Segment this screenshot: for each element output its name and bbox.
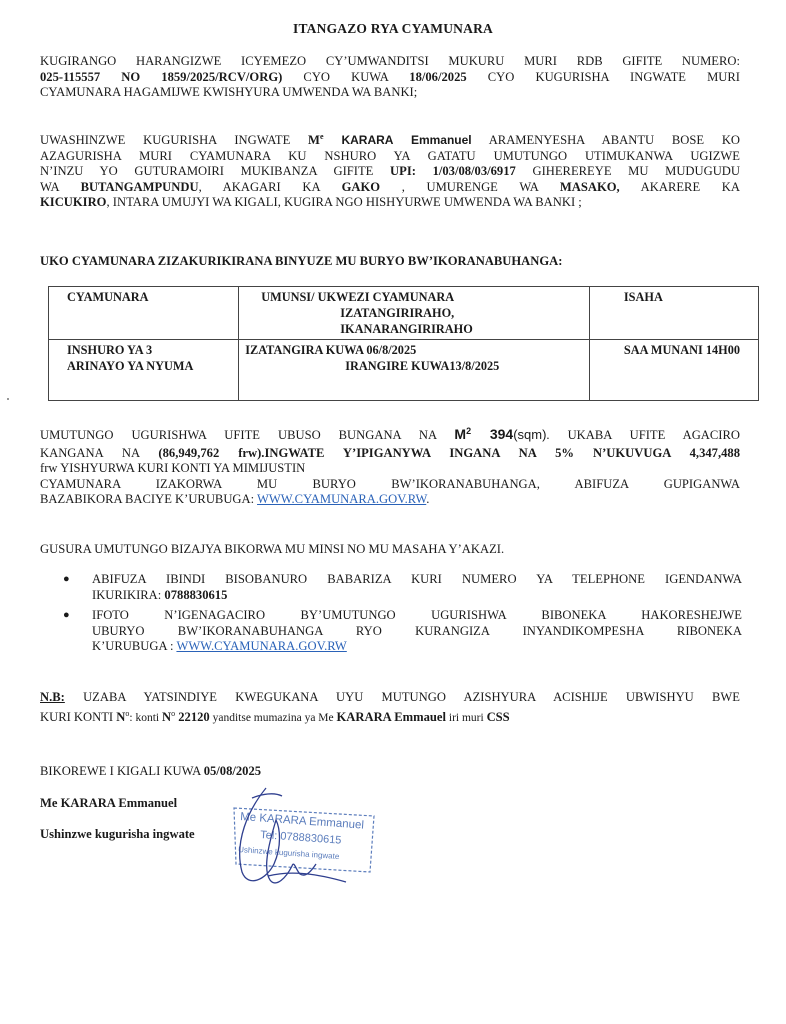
cyamunara-website-link[interactable]: WWW.CYAMUNARA.GOV.RW [257, 492, 427, 507]
svg-text:Tel: 0788830615: Tel: 0788830615 [259, 829, 342, 847]
visit-paragraph: GUSURA UMUTUNGO BIZAJYA BIKORWA MU MINSI NO MU MASAHA Y’AKAZI. [40, 542, 505, 556]
svg-text:Ushinzwe kugurisha ingwate: Ushinzwe kugurisha ingwate [237, 845, 340, 862]
bullet-icon: ● [63, 609, 70, 621]
header-cell-auction: CYAMUNARA [49, 287, 239, 340]
svg-text:Me KARARA Emmanuel: Me KARARA Emmanuel [239, 811, 365, 832]
announcement-line-3: N’INZU YO GUTURAMOIRI MUKIBANZA GIFITE UPI: 1/03/08/03/6917 GIHEREREYE MU MUDUGUDU [40, 164, 740, 179]
intro-line-3: CYAMUNARA HAGAMIJWE KWISHYURA UMWENDA WA BANKI; [40, 85, 418, 99]
announcement-line-5: KICUKIRO, INTARA UMUJYI WA KIGALI, KUGIRA NGO HISHYURWE UMWENDA WA BANKI ; [40, 195, 582, 210]
cell-dates: IZATANGIRA KUWA 06/8/2025 IRANGIRE KUWA13/8/2025 [239, 340, 590, 401]
cell-round: INSHURO YA 3 ARINAYO YA NYUMA [49, 340, 239, 401]
announcement-line-4: WA BUTANGAMPUNDU, AKAGARI KA GAKO , UMURENGE WA MASAKO, AKARERE KA [40, 179, 740, 194]
intro-line-1: KUGIRANGO HARANGIZWE ICYEMEZO CY’UMWANDITSI MUKURU MURI RDB GIFITE NUMERO: [40, 54, 740, 68]
schedule-heading: UKO CYAMUNARA ZIZAKURIKIRANA BINYUZE MU BURYO BW’IKORANABUHANGA: [40, 254, 563, 268]
date-line: BIKOREWE I KIGALI KUWA 05/08/2025 [40, 764, 262, 778]
announcement-line-2: AZAGURISHA MURI CYAMUNARA KU NSHURO YA GATATU UMUTUNGO UTIMUKANWA UGIZWE [40, 148, 740, 163]
nb-paragraph: N.B: UZABA YATSINDIYE KWEGUKANA UYU MUTUNGO AZISHYURA ACISHIJE UBWISHYU BWE KURI KONTI $N^o$: konti $N^o$ 22120 yanditse mumazina ya Me KARARA Emmauel iri muri CSS [40, 690, 740, 724]
header-cell-dates: UMUNSI/ UKWEZI CYAMUNARA IZATANGIRIRAHO, IKANARANGIRIRAHO [239, 287, 590, 340]
cell-time: SAA MUNANI 14H00 [589, 340, 758, 401]
info-bullet-list [40, 572, 742, 660]
phone-number: 0788830615 [164, 587, 228, 602]
official-stamp-with-signature [222, 780, 392, 890]
cyamunara-website-link-2[interactable]: WWW.CYAMUNARA.GOV.RW [176, 639, 347, 653]
intro-paragraph [40, 54, 740, 101]
list-item: ● ABIFUZA IBINDI BISOBANURO BABARIZA KURI NUMERO YA TELEPHONE IGENDANWA IKURIKIRA: 0788830615 [63, 572, 742, 602]
auction-schedule-table [48, 286, 759, 401]
signatory-role: Ushinzwe kugurisha ingwate [40, 827, 195, 841]
signatory-name: Me KARARA Emmanuel [40, 796, 178, 810]
table-header-row [49, 287, 759, 340]
scan-speck [7, 398, 9, 400]
property-line-5: BAZABIKORA BACIYE K’URUBUGA: WWW.CYAMUNARA.GOV.RW. [40, 492, 430, 507]
list-item: ● IFOTO N’IGENAGACIRO BY’UMUTUNGO UGURISHWA BIBONEKA HAKORESHEJWE UBURYO BW’IKORANABUHANGA RYO KURANGIZA INYANDIKOMPESHA RIBONEKA K’URUBUGA : WWW.CYAMUNARA.GOV.RW [63, 608, 742, 653]
stamp-graphic [222, 780, 392, 890]
bullet-icon: ● [63, 573, 70, 585]
property-paragraph [40, 424, 740, 508]
document-title: ITANGAZO RYA CYAMUNARA [293, 21, 493, 36]
header-cell-time: ISAHA [589, 287, 758, 340]
property-line-1: UMUTUNGO UGURISHWA UFITE UBUSO BUNGANA NA $M^2$ 394(sqm). UKABA UFITE AGACIRO [40, 426, 740, 443]
table-row [49, 340, 759, 401]
property-line-2: KANGANA NA (86,949,762 frw).INGWATE Y’IPIGANYWA INGANA NA 5% N’UKUVUGA 4,347,488 [40, 445, 740, 460]
property-line-3: frw YISHYURWA KURI KONTI YA MIMIJUSTIN [40, 461, 306, 476]
intro-line-2: 025-115557 NO 1859/2025/RCV/ORG) CYO KUWA 18/06/2025 CYO KUGURISHA INGWATE MURI [40, 69, 740, 84]
property-line-4: CYAMUNARA IZAKORWA MU BURYO BW’IKORANABUHANGA, ABIFUZA GUPIGANWA [40, 476, 740, 491]
announcement-line-1: UWASHINZWE KUGURISHA INGWATE Me KARARA Emmanuel ARAMENYESHA ABANTU BOSE KO [40, 132, 741, 148]
announcement-paragraph [40, 129, 740, 211]
